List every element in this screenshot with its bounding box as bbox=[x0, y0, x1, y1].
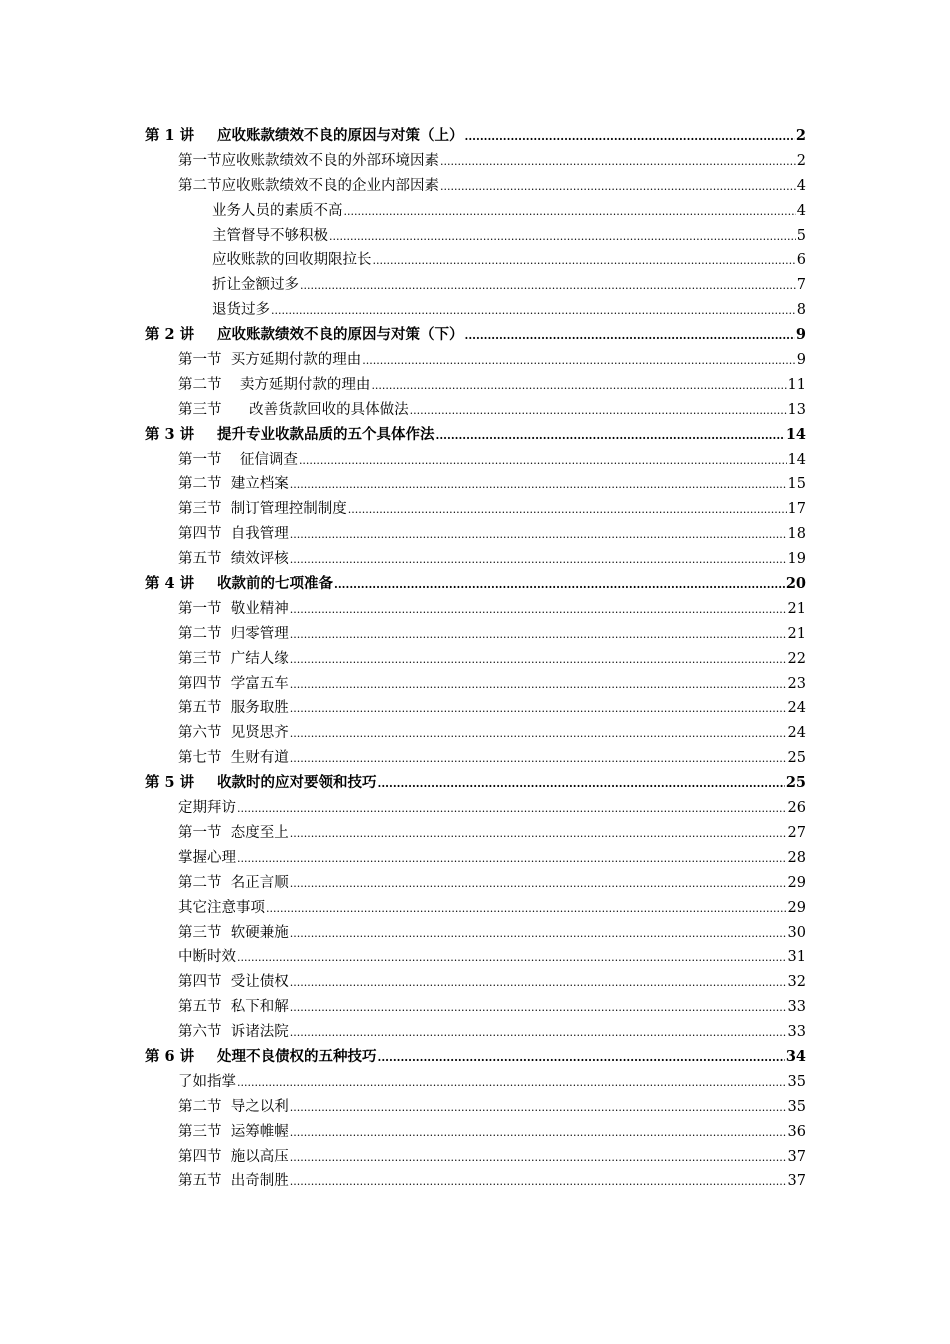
toc-entry-title: 第三节 运筹帷幄 bbox=[178, 1123, 289, 1140]
toc-entry-label bbox=[145, 572, 333, 597]
toc-section-entry[interactable] bbox=[145, 821, 806, 846]
toc-section-entry[interactable] bbox=[145, 348, 806, 373]
toc-page-number: 29 bbox=[787, 899, 806, 916]
toc-entry-title: 第四节 受让债权 bbox=[178, 974, 289, 991]
toc-page-number: 37 bbox=[787, 1173, 806, 1190]
toc-entry-label bbox=[178, 1020, 289, 1045]
toc-entry-title: 第二节 名正言顺 bbox=[178, 874, 289, 891]
toc-dot-leader bbox=[290, 746, 787, 772]
toc-page-number: 4 bbox=[796, 177, 806, 194]
toc-section-entry[interactable] bbox=[145, 1145, 806, 1170]
toc-chapter-number: 第 4 讲 bbox=[145, 575, 195, 593]
toc-chapter-number: 第 3 讲 bbox=[145, 425, 195, 443]
toc-section-entry[interactable] bbox=[145, 174, 806, 199]
toc-entry-label bbox=[145, 1045, 377, 1070]
toc-section-entry[interactable] bbox=[145, 273, 806, 298]
toc-entry-title: 第三节 广结人缘 bbox=[178, 650, 289, 667]
toc-entry-title: 第一节 态度至上 bbox=[178, 824, 289, 841]
toc-page-number: 19 bbox=[787, 551, 806, 568]
toc-section-entry[interactable] bbox=[145, 1020, 806, 1045]
toc-section-entry[interactable] bbox=[145, 199, 806, 224]
toc-entry-label bbox=[178, 721, 289, 746]
toc-entry-label bbox=[178, 174, 439, 199]
toc-dot-leader bbox=[290, 672, 787, 698]
toc-entry-label bbox=[145, 124, 464, 149]
toc-entry-title: 第七节 生财有道 bbox=[178, 750, 289, 767]
toc-section-entry[interactable] bbox=[145, 547, 806, 572]
toc-entry-label bbox=[212, 273, 299, 298]
toc-page-number: 21 bbox=[787, 600, 806, 617]
toc-entry-title: 第二节 导之以利 bbox=[178, 1098, 289, 1115]
toc-entry-label bbox=[178, 472, 289, 497]
toc-section-entry[interactable] bbox=[145, 846, 806, 871]
toc-section-entry[interactable] bbox=[145, 1095, 806, 1120]
toc-entry-title: 收款时的应对要领和技巧 bbox=[217, 774, 377, 792]
toc-section-entry[interactable] bbox=[145, 796, 806, 821]
toc-dot-leader bbox=[290, 995, 787, 1021]
toc-entry-label bbox=[178, 149, 439, 174]
toc-section-entry[interactable] bbox=[145, 497, 806, 522]
toc-entry-title: 第五节 私下和解 bbox=[178, 999, 289, 1016]
toc-dot-leader bbox=[290, 622, 787, 648]
toc-page-number: 24 bbox=[787, 725, 806, 742]
toc-dot-leader bbox=[266, 896, 787, 922]
toc-page-number: 21 bbox=[787, 625, 806, 642]
toc-dot-leader bbox=[290, 647, 787, 673]
toc-page-number: 36 bbox=[787, 1123, 806, 1140]
toc-dot-leader bbox=[344, 199, 796, 225]
toc-entry-title: 其它注意事项 bbox=[178, 899, 265, 916]
toc-section-entry[interactable] bbox=[145, 647, 806, 672]
toc-section-entry[interactable] bbox=[145, 696, 806, 721]
toc-dot-leader bbox=[436, 423, 785, 449]
toc-dot-leader bbox=[334, 572, 785, 598]
toc-entry-title: 第五节 服务取胜 bbox=[178, 700, 289, 717]
toc-entry-title: 第三节 改善货款回收的具体做法 bbox=[178, 401, 409, 418]
toc-dot-leader bbox=[290, 821, 787, 847]
toc-page-number: 35 bbox=[787, 1073, 806, 1090]
toc-entry-title: 第一节 征信调查 bbox=[178, 451, 298, 468]
toc-dot-leader bbox=[290, 970, 787, 996]
toc-page-number: 25 bbox=[787, 750, 806, 767]
toc-dot-leader bbox=[290, 1169, 787, 1195]
toc-entry-title: 第五节 绩效评核 bbox=[178, 551, 289, 568]
toc-entry-label bbox=[178, 995, 289, 1020]
toc-entry-label bbox=[178, 622, 289, 647]
toc-page-number: 18 bbox=[787, 526, 806, 543]
toc-page-number: 34 bbox=[785, 1047, 806, 1065]
toc-entry-title: 第五节 出奇制胜 bbox=[178, 1173, 289, 1190]
toc-entry-label bbox=[178, 497, 347, 522]
toc-page-number: 28 bbox=[787, 849, 806, 866]
toc-dot-leader bbox=[290, 696, 787, 722]
toc-dot-leader bbox=[410, 398, 787, 424]
toc-section-entry[interactable] bbox=[145, 1070, 806, 1095]
toc-dot-leader bbox=[329, 224, 796, 250]
toc-entry-label bbox=[178, 373, 370, 398]
toc-chapter-entry[interactable] bbox=[145, 572, 806, 597]
toc-section-entry[interactable] bbox=[145, 298, 806, 323]
toc-section-entry[interactable] bbox=[145, 921, 806, 946]
toc-page-number: 6 bbox=[796, 252, 806, 269]
toc-chapter-entry[interactable] bbox=[145, 124, 806, 149]
toc-section-entry[interactable] bbox=[145, 622, 806, 647]
toc-page-number: 2 bbox=[796, 152, 806, 169]
toc-page-number: 23 bbox=[787, 675, 806, 692]
toc-entry-label bbox=[145, 771, 377, 796]
toc-section-entry[interactable] bbox=[145, 248, 806, 273]
toc-page-number: 13 bbox=[787, 401, 806, 418]
toc-entry-title: 提升专业收款品质的五个具体作法 bbox=[217, 425, 435, 443]
toc-entry-label bbox=[178, 597, 289, 622]
toc-dot-leader bbox=[290, 472, 787, 498]
toc-page-number: 24 bbox=[787, 700, 806, 717]
toc-chapter-number: 第 1 讲 bbox=[145, 127, 195, 144]
toc-entry-title: 折让金额过多 bbox=[212, 277, 299, 294]
toc-entry-label bbox=[178, 398, 409, 423]
toc-entry-label bbox=[178, 945, 236, 970]
toc-page-number: 26 bbox=[787, 800, 806, 817]
toc-entry-label bbox=[212, 248, 372, 273]
toc-page-number: 29 bbox=[787, 874, 806, 891]
toc-entry-title: 退货过多 bbox=[212, 302, 270, 319]
toc-dot-leader bbox=[290, 921, 787, 947]
toc-section-entry[interactable] bbox=[145, 472, 806, 497]
toc-dot-leader bbox=[440, 149, 796, 175]
toc-entry-label bbox=[178, 796, 236, 821]
toc-dot-leader bbox=[440, 174, 796, 200]
toc-entry-label bbox=[178, 522, 289, 547]
toc-page-number: 7 bbox=[796, 277, 806, 294]
toc-dot-leader bbox=[237, 846, 787, 872]
toc-entry-title: 第二节应收账款绩效不良的企业内部因素 bbox=[178, 177, 439, 194]
toc-dot-leader bbox=[290, 547, 787, 573]
toc-page-number: 14 bbox=[785, 425, 806, 443]
toc-entry-label bbox=[178, 1070, 236, 1095]
toc-dot-leader bbox=[378, 1045, 785, 1071]
toc-section-entry[interactable] bbox=[145, 970, 806, 995]
toc-entry-title: 中断时效 bbox=[178, 949, 236, 966]
toc-dot-leader bbox=[271, 298, 796, 324]
toc-section-entry[interactable] bbox=[145, 373, 806, 398]
toc-entry-label bbox=[212, 224, 328, 249]
toc-section-entry[interactable] bbox=[145, 721, 806, 746]
toc-entry-label bbox=[178, 871, 289, 896]
toc-dot-leader bbox=[290, 597, 787, 623]
toc-chapter-number: 第 5 讲 bbox=[145, 774, 195, 792]
toc-entry-title: 了如指掌 bbox=[178, 1073, 236, 1090]
toc-entry-title: 第二节 归零管理 bbox=[178, 625, 289, 642]
toc-section-entry[interactable] bbox=[145, 224, 806, 249]
toc-entry-label bbox=[178, 348, 361, 373]
toc-page-number: 15 bbox=[787, 476, 806, 493]
toc-dot-leader bbox=[290, 721, 787, 747]
toc-chapter-entry[interactable] bbox=[145, 1045, 806, 1070]
toc-dot-leader bbox=[465, 124, 795, 150]
toc-entry-label bbox=[178, 970, 289, 995]
toc-entry-title: 第二节 卖方延期付款的理由 bbox=[178, 376, 371, 393]
toc-dot-leader bbox=[237, 1070, 787, 1096]
toc-dot-leader bbox=[290, 1095, 787, 1121]
toc-entry-label bbox=[212, 199, 343, 224]
toc-dot-leader bbox=[362, 348, 796, 374]
toc-entry-label bbox=[178, 846, 236, 871]
toc-section-entry[interactable] bbox=[145, 1120, 806, 1145]
toc-entry-label bbox=[178, 647, 289, 672]
toc-entry-title: 第四节 学富五车 bbox=[178, 675, 289, 692]
toc-entry-title: 收款前的七项准备 bbox=[217, 575, 333, 593]
toc-section-entry[interactable] bbox=[145, 672, 806, 697]
toc-section-entry[interactable] bbox=[145, 597, 806, 622]
toc-entry-title: 业务人员的素质不高 bbox=[212, 202, 343, 219]
toc-page-number: 9 bbox=[796, 352, 806, 369]
toc-page-number: 17 bbox=[787, 501, 806, 518]
toc-dot-leader bbox=[348, 497, 787, 523]
toc-entry-title: 第一节 敬业精神 bbox=[178, 600, 289, 617]
toc-dot-leader bbox=[290, 522, 787, 548]
toc-dot-leader bbox=[237, 796, 787, 822]
toc-page-number: 9 bbox=[795, 326, 806, 344]
toc-section-entry[interactable] bbox=[145, 1169, 806, 1194]
toc-page-number: 27 bbox=[787, 824, 806, 841]
toc-entry-label bbox=[212, 298, 270, 323]
toc-page-number: 25 bbox=[785, 774, 806, 792]
toc-dot-leader bbox=[290, 1145, 787, 1171]
toc-entry-title: 应收账款的回收期限拉长 bbox=[212, 252, 372, 269]
toc-section-entry[interactable] bbox=[145, 522, 806, 547]
table-of-contents bbox=[145, 124, 806, 1194]
toc-dot-leader bbox=[290, 871, 787, 897]
toc-entry-title: 第一节应收账款绩效不良的外部环境因素 bbox=[178, 152, 439, 169]
toc-entry-label bbox=[145, 323, 464, 348]
toc-entry-title: 第一节 买方延期付款的理由 bbox=[178, 352, 362, 369]
toc-dot-leader bbox=[299, 448, 787, 474]
toc-page-number: 8 bbox=[796, 302, 806, 319]
toc-entry-label bbox=[178, 696, 289, 721]
toc-entry-title: 第三节 制订管理控制制度 bbox=[178, 501, 347, 518]
toc-page-number: 20 bbox=[785, 575, 806, 593]
toc-page-number: 32 bbox=[787, 974, 806, 991]
toc-section-entry[interactable] bbox=[145, 149, 806, 174]
toc-page-number: 35 bbox=[787, 1098, 806, 1115]
toc-entry-label bbox=[145, 423, 435, 448]
toc-entry-title: 掌握心理 bbox=[178, 849, 236, 866]
toc-page-number: 5 bbox=[796, 227, 806, 244]
toc-entry-label bbox=[178, 896, 265, 921]
toc-page-number: 2 bbox=[795, 127, 806, 144]
toc-entry-title: 第二节 建立档案 bbox=[178, 476, 289, 493]
toc-entry-title: 主管督导不够积极 bbox=[212, 227, 328, 244]
toc-entry-title: 定期拜访 bbox=[178, 800, 236, 817]
toc-chapter-entry[interactable] bbox=[145, 771, 806, 796]
toc-entry-label bbox=[178, 547, 289, 572]
toc-page-number: 31 bbox=[787, 949, 806, 966]
toc-entry-title: 第三节 软硬兼施 bbox=[178, 924, 289, 941]
toc-dot-leader bbox=[371, 373, 786, 399]
toc-entry-label bbox=[178, 1120, 289, 1145]
toc-entry-label bbox=[178, 1095, 289, 1120]
toc-section-entry[interactable] bbox=[145, 995, 806, 1020]
toc-section-entry[interactable] bbox=[145, 448, 806, 473]
toc-page-number: 33 bbox=[787, 999, 806, 1016]
toc-entry-title: 应收账款绩效不良的原因与对策（上） bbox=[217, 127, 464, 144]
toc-page-number: 30 bbox=[787, 924, 806, 941]
toc-entry-label bbox=[178, 821, 289, 846]
toc-entry-title: 处理不良债权的五种技巧 bbox=[217, 1047, 377, 1065]
toc-page-number: 22 bbox=[787, 650, 806, 667]
toc-entry-title: 第四节 自我管理 bbox=[178, 526, 289, 543]
toc-entry-label bbox=[178, 1145, 289, 1170]
toc-section-entry[interactable] bbox=[145, 896, 806, 921]
toc-entry-title: 第六节 诉诸法院 bbox=[178, 1024, 289, 1041]
toc-page-number: 4 bbox=[796, 202, 806, 219]
toc-chapter-entry[interactable] bbox=[145, 423, 806, 448]
toc-entry-label bbox=[178, 448, 298, 473]
toc-section-entry[interactable] bbox=[145, 398, 806, 423]
toc-entry-title: 第四节 施以高压 bbox=[178, 1148, 289, 1165]
toc-dot-leader bbox=[373, 248, 796, 274]
toc-dot-leader bbox=[465, 323, 795, 349]
toc-entry-title: 应收账款绩效不良的原因与对策（下） bbox=[217, 326, 464, 344]
toc-page-number: 37 bbox=[787, 1148, 806, 1165]
toc-entry-label bbox=[178, 746, 289, 771]
toc-entry-title: 第六节 见贤思齐 bbox=[178, 725, 289, 742]
toc-dot-leader bbox=[290, 1120, 787, 1146]
toc-chapter-number: 第 2 讲 bbox=[145, 326, 195, 344]
toc-dot-leader bbox=[378, 771, 785, 797]
toc-section-entry[interactable] bbox=[145, 746, 806, 771]
toc-page-number: 14 bbox=[787, 451, 806, 468]
toc-chapter-entry[interactable] bbox=[145, 323, 806, 348]
toc-dot-leader bbox=[290, 1020, 787, 1046]
toc-entry-label bbox=[178, 921, 289, 946]
toc-section-entry[interactable] bbox=[145, 871, 806, 896]
toc-entry-label bbox=[178, 1169, 289, 1194]
toc-entry-label bbox=[178, 672, 289, 697]
toc-dot-leader bbox=[237, 945, 787, 971]
toc-page-number: 33 bbox=[787, 1024, 806, 1041]
toc-dot-leader bbox=[300, 273, 796, 299]
toc-chapter-number: 第 6 讲 bbox=[145, 1047, 195, 1065]
toc-section-entry[interactable] bbox=[145, 945, 806, 970]
toc-page-number: 11 bbox=[787, 376, 806, 393]
